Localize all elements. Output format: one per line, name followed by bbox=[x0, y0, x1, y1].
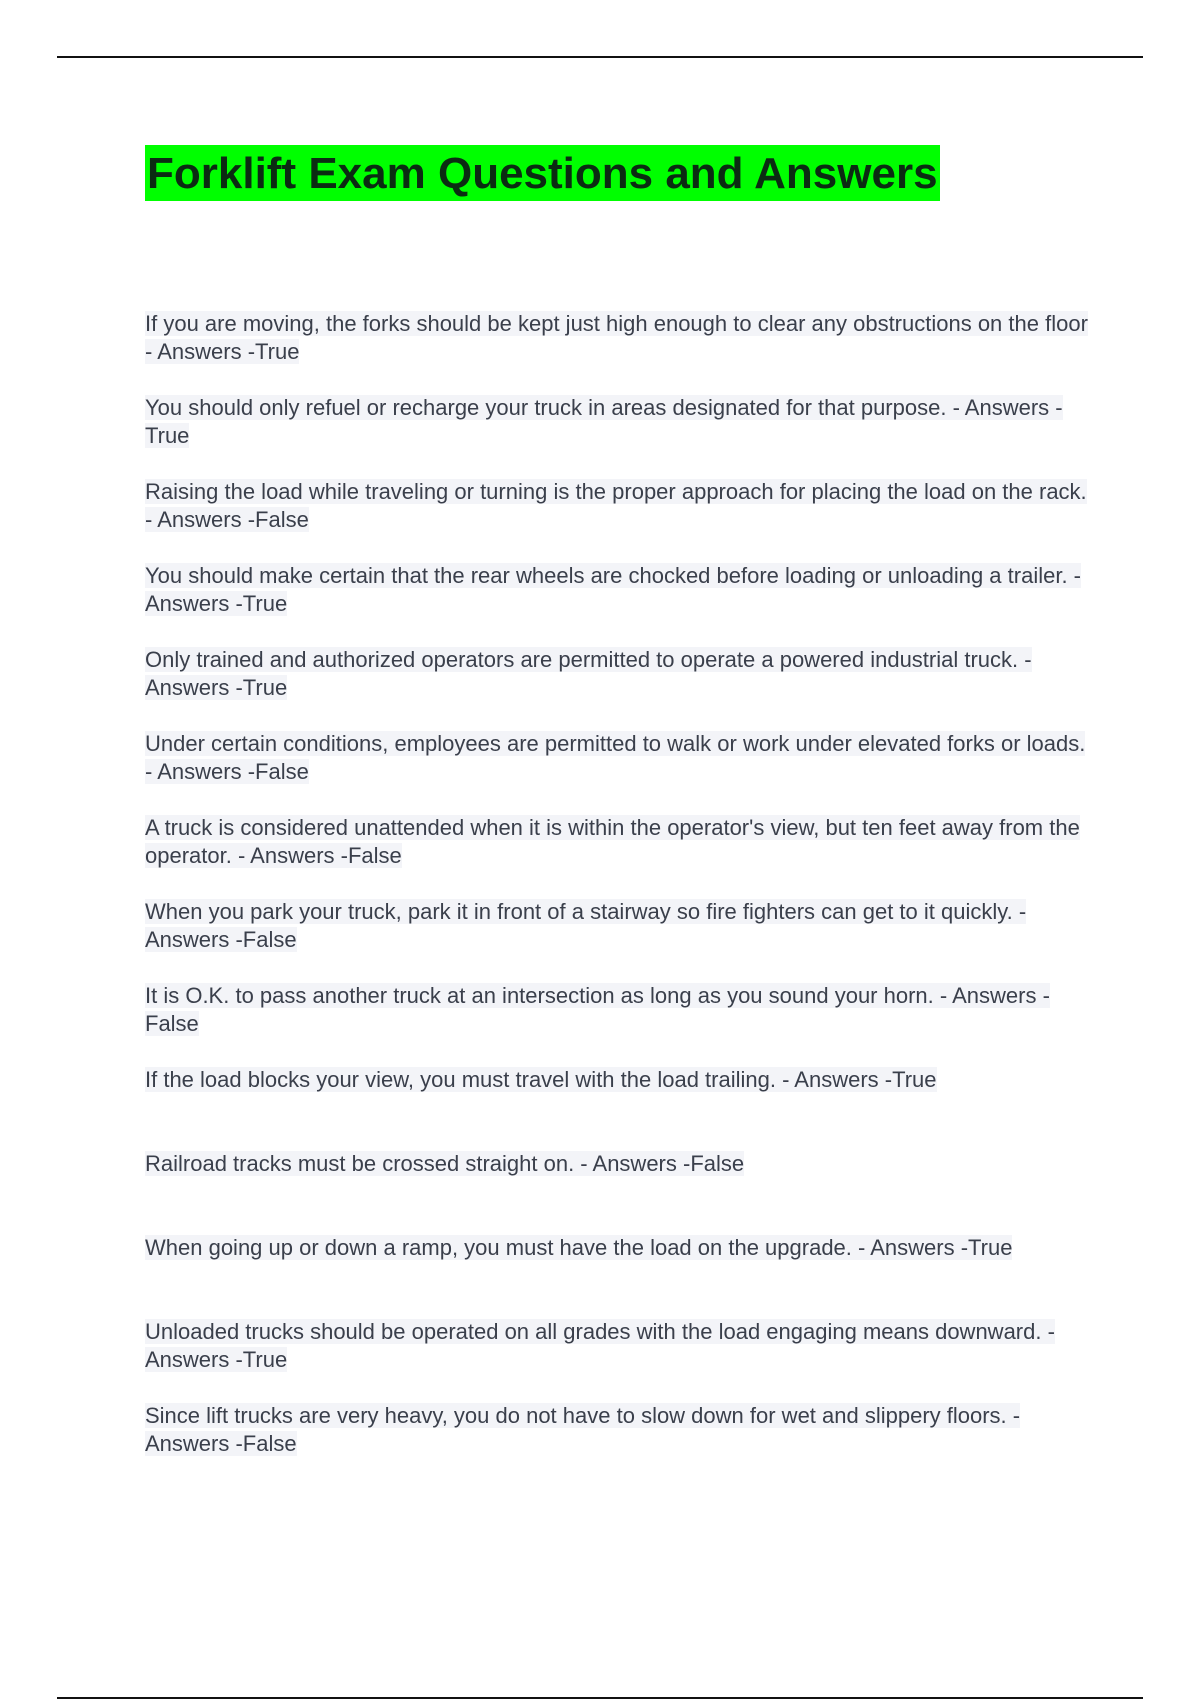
qa-text: You should make certain that the rear wheels are chocked before loading or unloading a trailer. - Answers -True bbox=[145, 563, 1081, 616]
document-title: Forklift Exam Questions and Answers bbox=[145, 145, 940, 201]
list-item bbox=[145, 310, 1095, 394]
top-rule bbox=[57, 56, 1143, 58]
qa-text: If the load blocks your view, you must travel with the load trailing. - Answers -True bbox=[145, 1067, 937, 1092]
list-item bbox=[145, 1234, 1095, 1318]
qa-text: It is O.K. to pass another truck at an intersection as long as you sound your horn. - Answers -False bbox=[145, 983, 1050, 1036]
list-item bbox=[145, 1066, 1095, 1150]
qa-text: Under certain conditions, employees are permitted to walk or work under elevated forks or loads. - Answers -False bbox=[145, 731, 1086, 784]
question-answer-list bbox=[145, 310, 1095, 1486]
qa-text: A truck is considered unattended when it is within the operator's view, but ten feet away from the operator. - Answers -False bbox=[145, 815, 1080, 868]
qa-text: Only trained and authorized operators are permitted to operate a powered industrial truck. - Answers -True bbox=[145, 647, 1032, 700]
qa-text: Railroad tracks must be crossed straight on. - Answers -False bbox=[145, 1151, 745, 1176]
list-item bbox=[145, 478, 1095, 562]
qa-text: Raising the load while traveling or turning is the proper approach for placing the load on the rack. - Answers -False bbox=[145, 479, 1087, 532]
list-item bbox=[145, 730, 1095, 814]
list-item bbox=[145, 814, 1095, 898]
list-item bbox=[145, 1402, 1095, 1486]
list-item bbox=[145, 394, 1095, 478]
list-item bbox=[145, 562, 1095, 646]
qa-text: Since lift trucks are very heavy, you do not have to slow down for wet and slippery floors. - Answers -False bbox=[145, 1403, 1021, 1456]
qa-text: Unloaded trucks should be operated on all grades with the load engaging means downward. - Answers -True bbox=[145, 1319, 1055, 1372]
qa-text: You should only refuel or recharge your truck in areas designated for that purpose. - Answers -True bbox=[145, 395, 1063, 448]
list-item bbox=[145, 1318, 1095, 1402]
qa-text: If you are moving, the forks should be kept just high enough to clear any obstructions on the floor - Answers -True bbox=[145, 311, 1088, 364]
list-item bbox=[145, 646, 1095, 730]
qa-text: When going up or down a ramp, you must have the load on the upgrade. - Answers -True bbox=[145, 1235, 1013, 1260]
list-item bbox=[145, 982, 1095, 1066]
bottom-rule bbox=[57, 1697, 1143, 1699]
qa-text: When you park your truck, park it in front of a stairway so fire fighters can get to it quickly. - Answers -False bbox=[145, 899, 1027, 952]
list-item bbox=[145, 898, 1095, 982]
list-item bbox=[145, 1150, 1095, 1234]
